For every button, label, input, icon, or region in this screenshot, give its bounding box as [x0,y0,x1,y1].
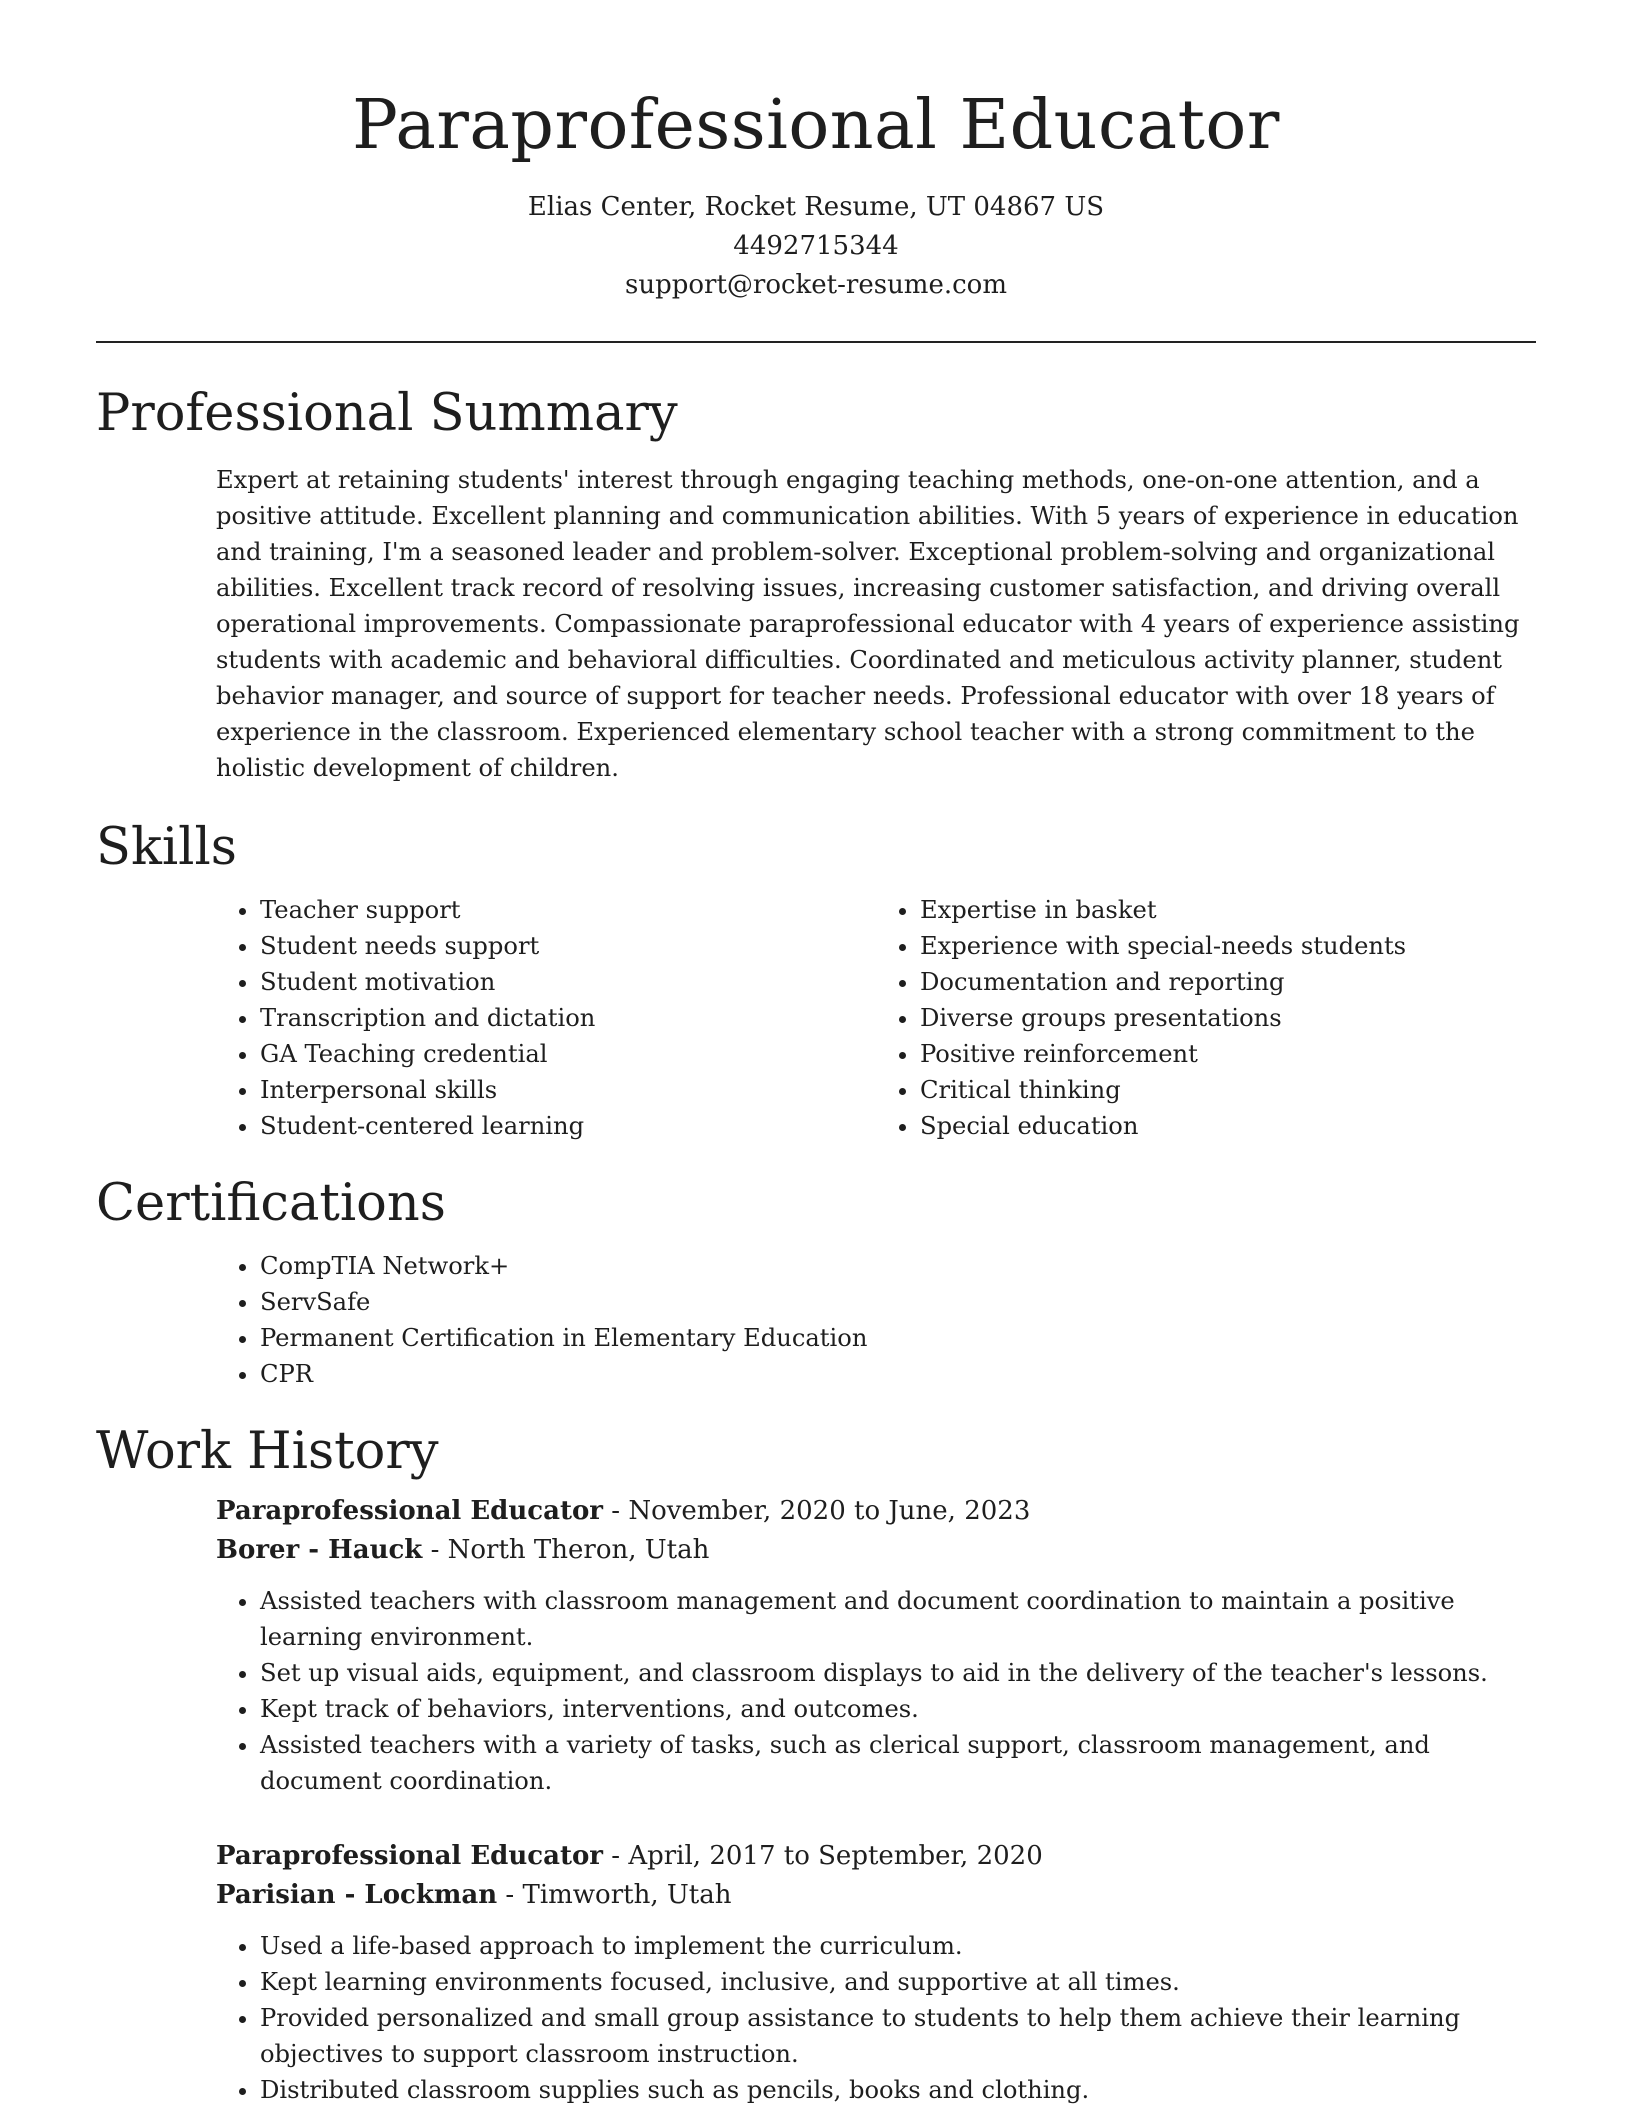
work-history-heading: Work History [96,1422,439,1481]
skills-columns [216,892,1536,1144]
certification-item: • CPR [260,1356,1536,1392]
certification-item: • CompTIA Network+ [260,1248,1536,1284]
job-bullet: • Assisted teachers with classroom management and document coordination to maintain a positive learning environment. [260,1583,1536,1655]
job-entry [216,1837,1536,2108]
job-company: Parisian - Lockman [216,1880,498,1910]
job-location: - Timworth, Utah [497,1880,732,1910]
skill-item: • Student needs support [260,928,876,964]
job-company: Borer - Hauck [216,1535,423,1565]
job-bullets [216,1583,1536,1799]
skill-item: • Student-centered learning [260,1108,876,1144]
skill-item: • Student motivation [260,964,876,1000]
header-divider [96,341,1536,343]
work-history-section [96,1416,1536,2108]
job-entry [216,1492,1536,1799]
resume-body [96,378,1536,2108]
job-bullet: • Assisted teachers with a variety of tasks, such as clerical support, classroom management, and document coordination. [260,1727,1536,1799]
skills-heading: Skills [96,818,237,877]
job-bullet: • Set up visual aids, equipment, and classroom displays to aid in the delivery of the teacher's lessons. [260,1655,1536,1691]
skill-item: • GA Teaching credential [260,1036,876,1072]
contact-block [0,188,1632,305]
skill-item: • Documentation and reporting [920,964,1536,1000]
summary-section [96,378,1536,786]
skill-item: • Transcription and dictation [260,1000,876,1036]
skill-item: • Positive reinforcement [920,1036,1536,1072]
resume-header [0,0,1632,305]
certifications-list [216,1248,1536,1392]
certification-item: • ServSafe [260,1284,1536,1320]
job-bullet: • Distributed classroom supplies such as pencils, books and clothing. [260,2072,1536,2108]
job-title: Paraprofessional Educator [216,1841,603,1871]
job-company-line [216,1876,1536,1915]
certifications-section [96,1168,1536,1392]
skill-item: • Teacher support [260,892,876,928]
address: Elias Center, Rocket Resume, UT 04867 US [527,192,1105,222]
job-location: - North Theron, Utah [422,1535,710,1565]
skill-item: • Critical thinking [920,1072,1536,1108]
phone: 4492715344 [733,231,899,261]
skills-section [96,812,1536,1144]
skills-list-right [876,892,1536,1144]
job-bullet: • Provided personalized and small group assistance to students to help them achieve their learning objectives to support classroom instruction. [260,2000,1536,2072]
skills-list-left [216,892,876,1144]
job-bullets [216,1928,1536,2108]
job-bullet: • Kept learning environments focused, inclusive, and supportive at all times. [260,1964,1536,2000]
candidate-name: Paraprofessional Educator [352,86,1280,165]
skill-item: • Interpersonal skills [260,1072,876,1108]
skill-item: • Experience with special-needs students [920,928,1536,964]
job-title-line [216,1837,1536,1876]
job-dates: - April, 2017 to September, 2020 [603,1841,1043,1871]
skill-item: • Expertise in basket [920,892,1536,928]
job-company-line [216,1531,1536,1570]
skill-item: • Diverse groups presentations [920,1000,1536,1036]
job-title: Paraprofessional Educator [216,1496,603,1526]
job-bullet: • Kept track of behaviors, interventions, and outcomes. [260,1691,1536,1727]
summary-text: Expert at retaining students' interest through engaging teaching methods, one-on-one attention, and a positive attitude. Excellent planning and communication abilities. With 5 years of experience in education and training, I'm a seasoned leader and problem-solver. Exceptional problem-solving and organizational abilities. Excellent track record of resolving issues, increasing customer satisfaction, and driving overall operational improvements. Compassionate paraprofessional educator with 4 years of experience assisting students with academic and behavioral difficulties. Coordinated and meticulous activity planner, student behavior manager, and source of support for teacher needs. Professional educator with over 18 years of experience in the classroom. Experienced elementary school teacher with a strong commitment to the holistic development of children. [216,466,1520,782]
job-dates: - November, 2020 to June, 2023 [603,1496,1031,1526]
certifications-heading: Certifications [96,1174,446,1233]
certification-item: • Permanent Certification in Elementary Education [260,1320,1536,1356]
summary-heading: Professional Summary [96,384,678,443]
skill-item: • Special education [920,1108,1536,1144]
job-bullet: • Used a life-based approach to implement the curriculum. [260,1928,1536,1964]
email: support@rocket-resume.com [624,270,1007,300]
job-title-line [216,1492,1536,1531]
